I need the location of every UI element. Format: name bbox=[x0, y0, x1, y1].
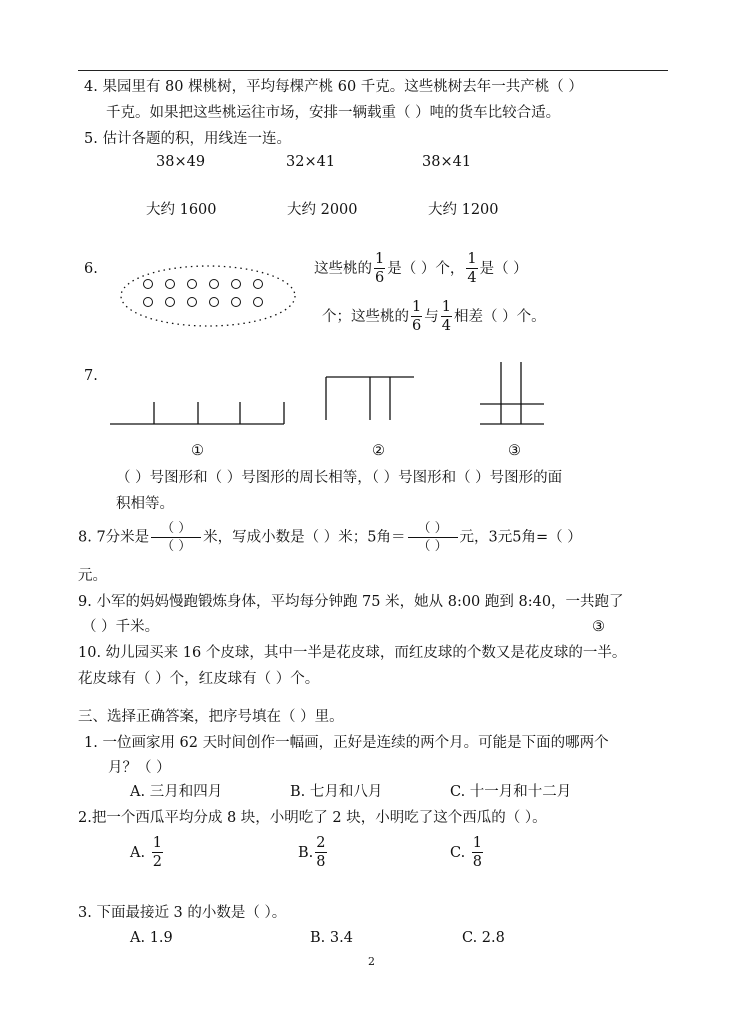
c2-option-a-label: A. bbox=[130, 845, 146, 862]
c1-line2: 月？（ ） bbox=[108, 760, 171, 776]
q4-line2: 千克。如果把这些桃运往市场，安排一辆载重（ ）吨的货车比较合适。 bbox=[106, 105, 561, 121]
q5-title: 5. 估计各题的积，用线连一连。 bbox=[84, 131, 291, 147]
c2-option-a bbox=[130, 836, 165, 870]
q5-product-1: 38×49 bbox=[156, 154, 206, 170]
fraction-1-6: $\frac{1}{6}$ bbox=[375, 251, 385, 287]
q8-text-c: 元，3元5角=（ ） bbox=[459, 529, 582, 546]
q8-text-b: 米，写成小数是（ ）米；5角＝ bbox=[203, 529, 406, 546]
q8-fraction-1: $\frac{( )}{( )}$ bbox=[151, 522, 201, 553]
c1-option-c: C. 十一月和十二月 bbox=[450, 784, 572, 800]
c2-fraction-b: $\frac{2}{8}$ bbox=[316, 835, 326, 871]
q4-line1: 4. 果园里有 80 棵桃树，平均每棵产桃 60 千克。这些桃树去年一共产桃（ ） bbox=[84, 79, 583, 95]
q7-line2: 积相等。 bbox=[116, 496, 174, 512]
q8-text-a: 8. 7分米是 bbox=[78, 529, 150, 546]
c2-fraction-a: $\frac{1}{2}$ bbox=[152, 835, 162, 871]
q6-text-b: 是（ ）个， bbox=[387, 261, 465, 278]
q5-product-2: 32×41 bbox=[286, 154, 336, 170]
q9-line2: （ ）千米。 bbox=[82, 619, 160, 635]
c2-option-c bbox=[450, 836, 485, 870]
q7-line1: （ ）号图形和（ ）号图形的周长相等，（ ）号图形和（ ）号图形的面 bbox=[116, 470, 563, 486]
q6-text-a: 这些桃的 bbox=[314, 261, 372, 278]
q5-estimate-1: 大约 1600 bbox=[146, 202, 217, 218]
c2-option-c-label: C. bbox=[450, 845, 466, 862]
c2-line1: 2.把一个西瓜平均分成 8 块，小明吃了 2 块，小明吃了这个西瓜的（ ）。 bbox=[78, 810, 547, 826]
q9-line1: 9. 小军的妈妈慢跑锻炼身体，平均每分钟跑 75 米，她从 8:00 跑到 8:40，一共跑了 bbox=[78, 594, 624, 610]
c3-option-b: B. 3.4 bbox=[310, 930, 353, 946]
figure-2 bbox=[324, 374, 416, 422]
c1-option-b: B. 七月和八月 bbox=[290, 784, 383, 800]
q6-text-f: 相差（ ）个。 bbox=[453, 309, 546, 326]
header-rule bbox=[78, 70, 668, 71]
figure-3 bbox=[478, 360, 548, 428]
q8-line1 bbox=[78, 522, 582, 553]
q6-number: 6. bbox=[84, 261, 98, 277]
q5-product-3: 38×41 bbox=[422, 154, 472, 170]
c3-line1: 3. 下面最接近 3 的小数是（ ）。 bbox=[78, 905, 287, 921]
c2-option-b bbox=[298, 836, 329, 870]
q6-line1 bbox=[314, 252, 528, 286]
q5-estimate-2: 大约 2000 bbox=[287, 202, 358, 218]
figure-2-label: ② bbox=[372, 443, 385, 459]
figure-1 bbox=[110, 400, 286, 428]
c1-option-a: A. 三月和四月 bbox=[130, 784, 223, 800]
q5-estimate-3: 大约 1200 bbox=[428, 202, 499, 218]
fraction-1-6b: $\frac{1}{6}$ bbox=[412, 299, 422, 335]
q8-fraction-2: $\frac{( )}{( )}$ bbox=[408, 522, 458, 553]
q6-text-c: 是（ ） bbox=[479, 261, 528, 278]
q6-text-e: 与 bbox=[424, 309, 439, 326]
figure-3-label: ③ bbox=[508, 443, 521, 459]
q10-line2: 花皮球有（ ）个，红皮球有（ ）个。 bbox=[78, 671, 320, 687]
q8-line2: 元。 bbox=[78, 568, 107, 584]
c3-option-a: A. 1.9 bbox=[130, 930, 173, 946]
q6-line2 bbox=[322, 300, 546, 334]
c3-option-c: C. 2.8 bbox=[462, 930, 505, 946]
c1-line1: 1. 一位画家用 62 天时间创作一幅画，正好是连续的两个月。可能是下面的哪两个 bbox=[84, 735, 609, 751]
q6-text-d: 个；这些桃的 bbox=[322, 309, 409, 326]
fraction-1-4b: $\frac{1}{4}$ bbox=[441, 299, 451, 335]
q7-number: 7. bbox=[84, 368, 98, 384]
fraction-1-4: $\frac{1}{4}$ bbox=[467, 251, 477, 287]
section3-title: 三、选择正确答案，把序号填在（ ）里。 bbox=[78, 709, 344, 725]
q10-line1: 10. 幼儿园买来 16 个皮球，其中一半是花皮球，而红皮球的个数又是花皮球的一半。 bbox=[78, 645, 627, 661]
peach-plate-diagram bbox=[118, 262, 298, 330]
figure-1-label: ① bbox=[191, 443, 204, 459]
c2-option-b-label: B. bbox=[298, 845, 314, 862]
c2-fraction-c: $\frac{1}{8}$ bbox=[472, 835, 483, 871]
q9-mark: ③ bbox=[592, 619, 605, 635]
page-number: 2 bbox=[368, 955, 375, 968]
